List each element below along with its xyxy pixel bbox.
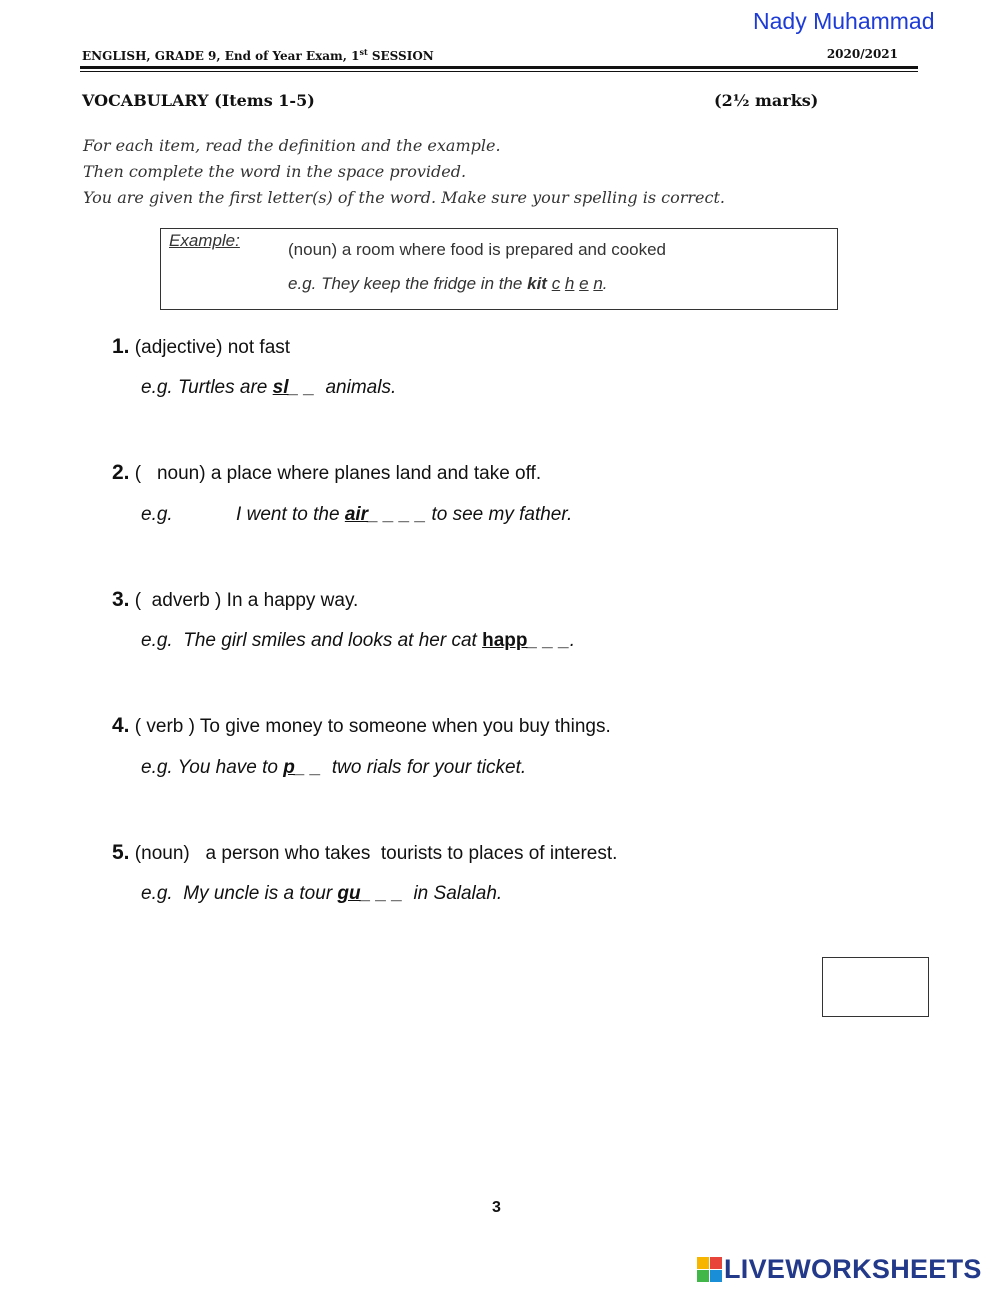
exam-header-title	[82, 47, 434, 63]
item-3-sentence	[141, 630, 575, 652]
item-number: 2.	[112, 461, 130, 484]
item-2-definition	[112, 461, 541, 485]
item-2-sentence	[141, 504, 572, 526]
item-4-definition	[112, 714, 611, 738]
logo-square	[710, 1257, 722, 1269]
sentence-text: in Salalah.	[402, 883, 503, 904]
section-title: VOCABULARY (Items 1-5)	[82, 91, 315, 110]
given-letters: happ	[482, 630, 528, 651]
answer-blank[interactable]: _ _ _ _	[368, 504, 427, 525]
sentence-text: e.g. Turtles are	[141, 377, 273, 398]
section-marks: (2½ marks)	[714, 91, 819, 110]
definition-text: ( adverb ) In a happy way.	[134, 590, 359, 611]
item-number: 3.	[112, 588, 130, 611]
header-rule-thick	[80, 66, 918, 69]
sentence-text: e.g. My uncle is a tour	[141, 883, 338, 904]
answer-blank[interactable]: _ _ _	[527, 630, 570, 651]
sentence-text: e.g. You have to	[141, 757, 284, 778]
example-given-letters: kit	[527, 274, 547, 293]
item-number: 1.	[112, 335, 130, 358]
item-5-definition	[112, 841, 617, 865]
given-letters: gu	[337, 883, 361, 904]
example-period: .	[602, 274, 608, 293]
item-4-sentence	[141, 757, 526, 779]
logo-square	[697, 1270, 709, 1282]
sentence-text: .	[569, 630, 576, 651]
item-number: 5.	[112, 841, 130, 864]
definition-text: ( noun) a place where planes land and take off.	[134, 463, 542, 484]
instruction-line: For each item, read the definition and the example.	[83, 136, 501, 155]
sentence-text: two rials for your ticket.	[321, 757, 527, 778]
header-rule-thin	[80, 71, 918, 72]
sentence-text: to see my father.	[426, 504, 573, 525]
logo-square	[710, 1270, 722, 1282]
definition-text: (adjective) not fast	[134, 337, 291, 358]
example-definition: (noun) a room where food is prepared and cooked	[288, 240, 667, 259]
exam-header-year: 2020/2021	[826, 47, 898, 61]
given-letters: sl	[272, 377, 289, 398]
example-letter: h	[564, 274, 575, 293]
item-1-sentence	[141, 377, 396, 399]
instruction-line: Then complete the word in the space provided.	[83, 162, 467, 181]
item-5-sentence	[141, 883, 502, 905]
instructions	[83, 133, 725, 211]
given-letters: air	[344, 504, 369, 525]
sentence-text: animals.	[314, 377, 397, 398]
exam-header-session: SESSION	[367, 49, 434, 63]
example-sentence-text: e.g. They keep the fridge in the	[288, 274, 528, 293]
exam-header-sup: st	[359, 47, 368, 57]
page-number: 3	[492, 1199, 501, 1216]
example-letter: e	[579, 274, 589, 293]
exam-header-main: ENGLISH, GRADE 9, End of Year Exam, 1	[82, 49, 360, 63]
item-number: 4.	[112, 714, 130, 737]
answer-blank[interactable]: _ _	[294, 757, 322, 778]
instruction-line: You are given the first letter(s) of the word. Make sure your spelling is correct.	[83, 188, 725, 207]
item-1-definition	[112, 335, 290, 359]
sentence-text: e.g. The girl smiles and looks at her cat	[141, 630, 483, 651]
definition-text: ( verb ) To give money to someone when you buy things.	[134, 716, 611, 737]
example-label: Example:	[169, 231, 240, 250]
author-name: Nady Muhammad	[753, 8, 935, 34]
answer-blank[interactable]: _ _ _	[360, 883, 403, 904]
liveworksheets-icon	[697, 1257, 722, 1282]
score-box	[822, 957, 929, 1017]
given-letters: p	[283, 757, 295, 778]
example-letter: c	[551, 274, 561, 293]
logo-square	[697, 1257, 709, 1269]
liveworksheets-logo	[697, 1254, 982, 1285]
example-letter: n	[593, 274, 603, 293]
liveworksheets-wordmark: LIVEWORKSHEETS	[724, 1254, 982, 1284]
sentence-text: e.g. I went to the	[141, 504, 345, 525]
item-3-definition	[112, 588, 358, 612]
answer-blank[interactable]: _ _	[288, 377, 315, 398]
example-sentence	[288, 274, 608, 294]
definition-text: (noun) a person who takes tourists to places of interest.	[134, 843, 618, 864]
